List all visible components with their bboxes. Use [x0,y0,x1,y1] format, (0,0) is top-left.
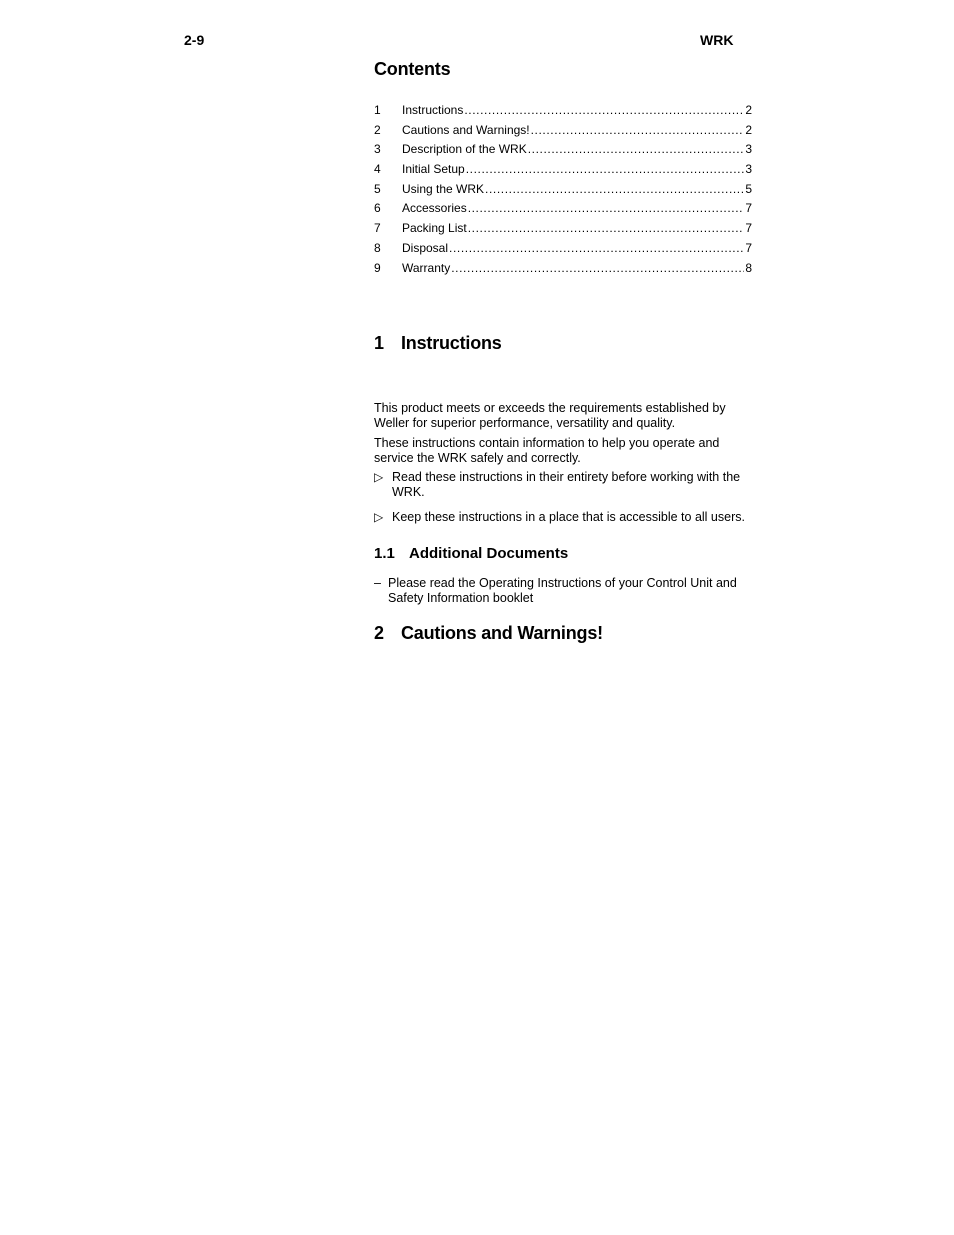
toc-entry-5[interactable] [374,182,752,202]
toc-entry-7[interactable] [374,221,752,241]
toc-entry-1[interactable] [374,103,752,123]
section-number: 1 [374,333,384,353]
contents-title: Contents [374,59,451,79]
toc-page: 7 [745,221,752,236]
toc-number: 4 [374,162,381,177]
header-page-number: 2-9 [184,32,205,48]
toc-leader [531,123,745,137]
intro-paragraph-1: This product meets or exceeds the requirements established by Weller for superior performance, versatility and quality. [374,401,726,430]
toc-entry-8[interactable] [374,241,752,261]
toc-label: Accessories [402,201,467,216]
toc-label: Cautions and Warnings! [402,122,530,137]
toc-leader [468,221,745,235]
toc-leader [528,142,745,156]
toc-leader [451,261,744,275]
triangle-bullet-icon: ▷ [374,470,384,484]
section-1-1-heading [374,545,568,562]
toc-page: 7 [745,240,752,255]
toc-leader [449,241,744,255]
toc-entry-6[interactable] [374,201,752,221]
toc-label: Using the WRK [402,181,485,196]
toc-entry-2[interactable] [374,123,752,143]
toc-number: 8 [374,240,381,255]
toc-page: 5 [745,181,752,196]
toc-number: 6 [374,201,381,216]
triangle-bullet-icon: ▷ [374,510,384,524]
toc-label: Initial Setup [402,162,465,177]
toc-label: Disposal [402,240,449,255]
toc-page: 8 [745,260,752,275]
section-number: 2 [374,623,384,643]
toc-entry-3[interactable] [374,142,752,162]
toc-page: 3 [745,162,752,177]
toc-number: 9 [374,260,381,275]
toc-label: Description of the WRK [402,142,527,157]
toc-leader [466,162,745,176]
toc-leader [485,182,744,196]
toc-leader [464,103,744,117]
header-doc-title: WRK [700,32,734,48]
section-title: Additional Documents [409,545,569,562]
toc-page: 3 [745,142,752,157]
toc-page: 2 [745,122,752,137]
bullet-item [374,510,754,525]
toc-page: 2 [745,103,752,117]
section-title: Cautions and Warnings! [401,623,603,643]
toc-label: Warranty [402,260,451,275]
toc-label: Packing List [402,221,467,236]
toc-number: 2 [374,122,381,137]
dash-text: Please read the Operating Instructions of your Control Unit and Safety Information booklet [388,576,737,605]
dash-bullet-icon: – [374,576,381,590]
section-title: Instructions [401,333,502,353]
bullet-item [374,470,754,500]
bullet-text: Keep these instructions in a place that is accessible to all users. [392,510,745,524]
toc-number: 5 [374,181,381,196]
toc-entry-9[interactable] [374,261,752,281]
section-1-heading [374,333,502,354]
toc-number: 1 [374,103,381,117]
toc-number: 3 [374,142,381,157]
toc-page: 7 [745,201,752,216]
dash-item [374,576,754,606]
section-number: 1.1 [374,545,395,562]
intro-paragraph-2: These instructions contain information to help you operate and service the WRK safely and correctly. [374,436,720,465]
toc-label: Instructions [402,103,464,117]
toc-leader [468,201,745,215]
toc-number: 7 [374,221,381,236]
toc-entry-4[interactable] [374,162,752,182]
section-2-heading [374,623,603,644]
table-of-contents [374,103,752,280]
bullet-text: Read these instructions in their entirety before working with the WRK. [392,470,741,499]
